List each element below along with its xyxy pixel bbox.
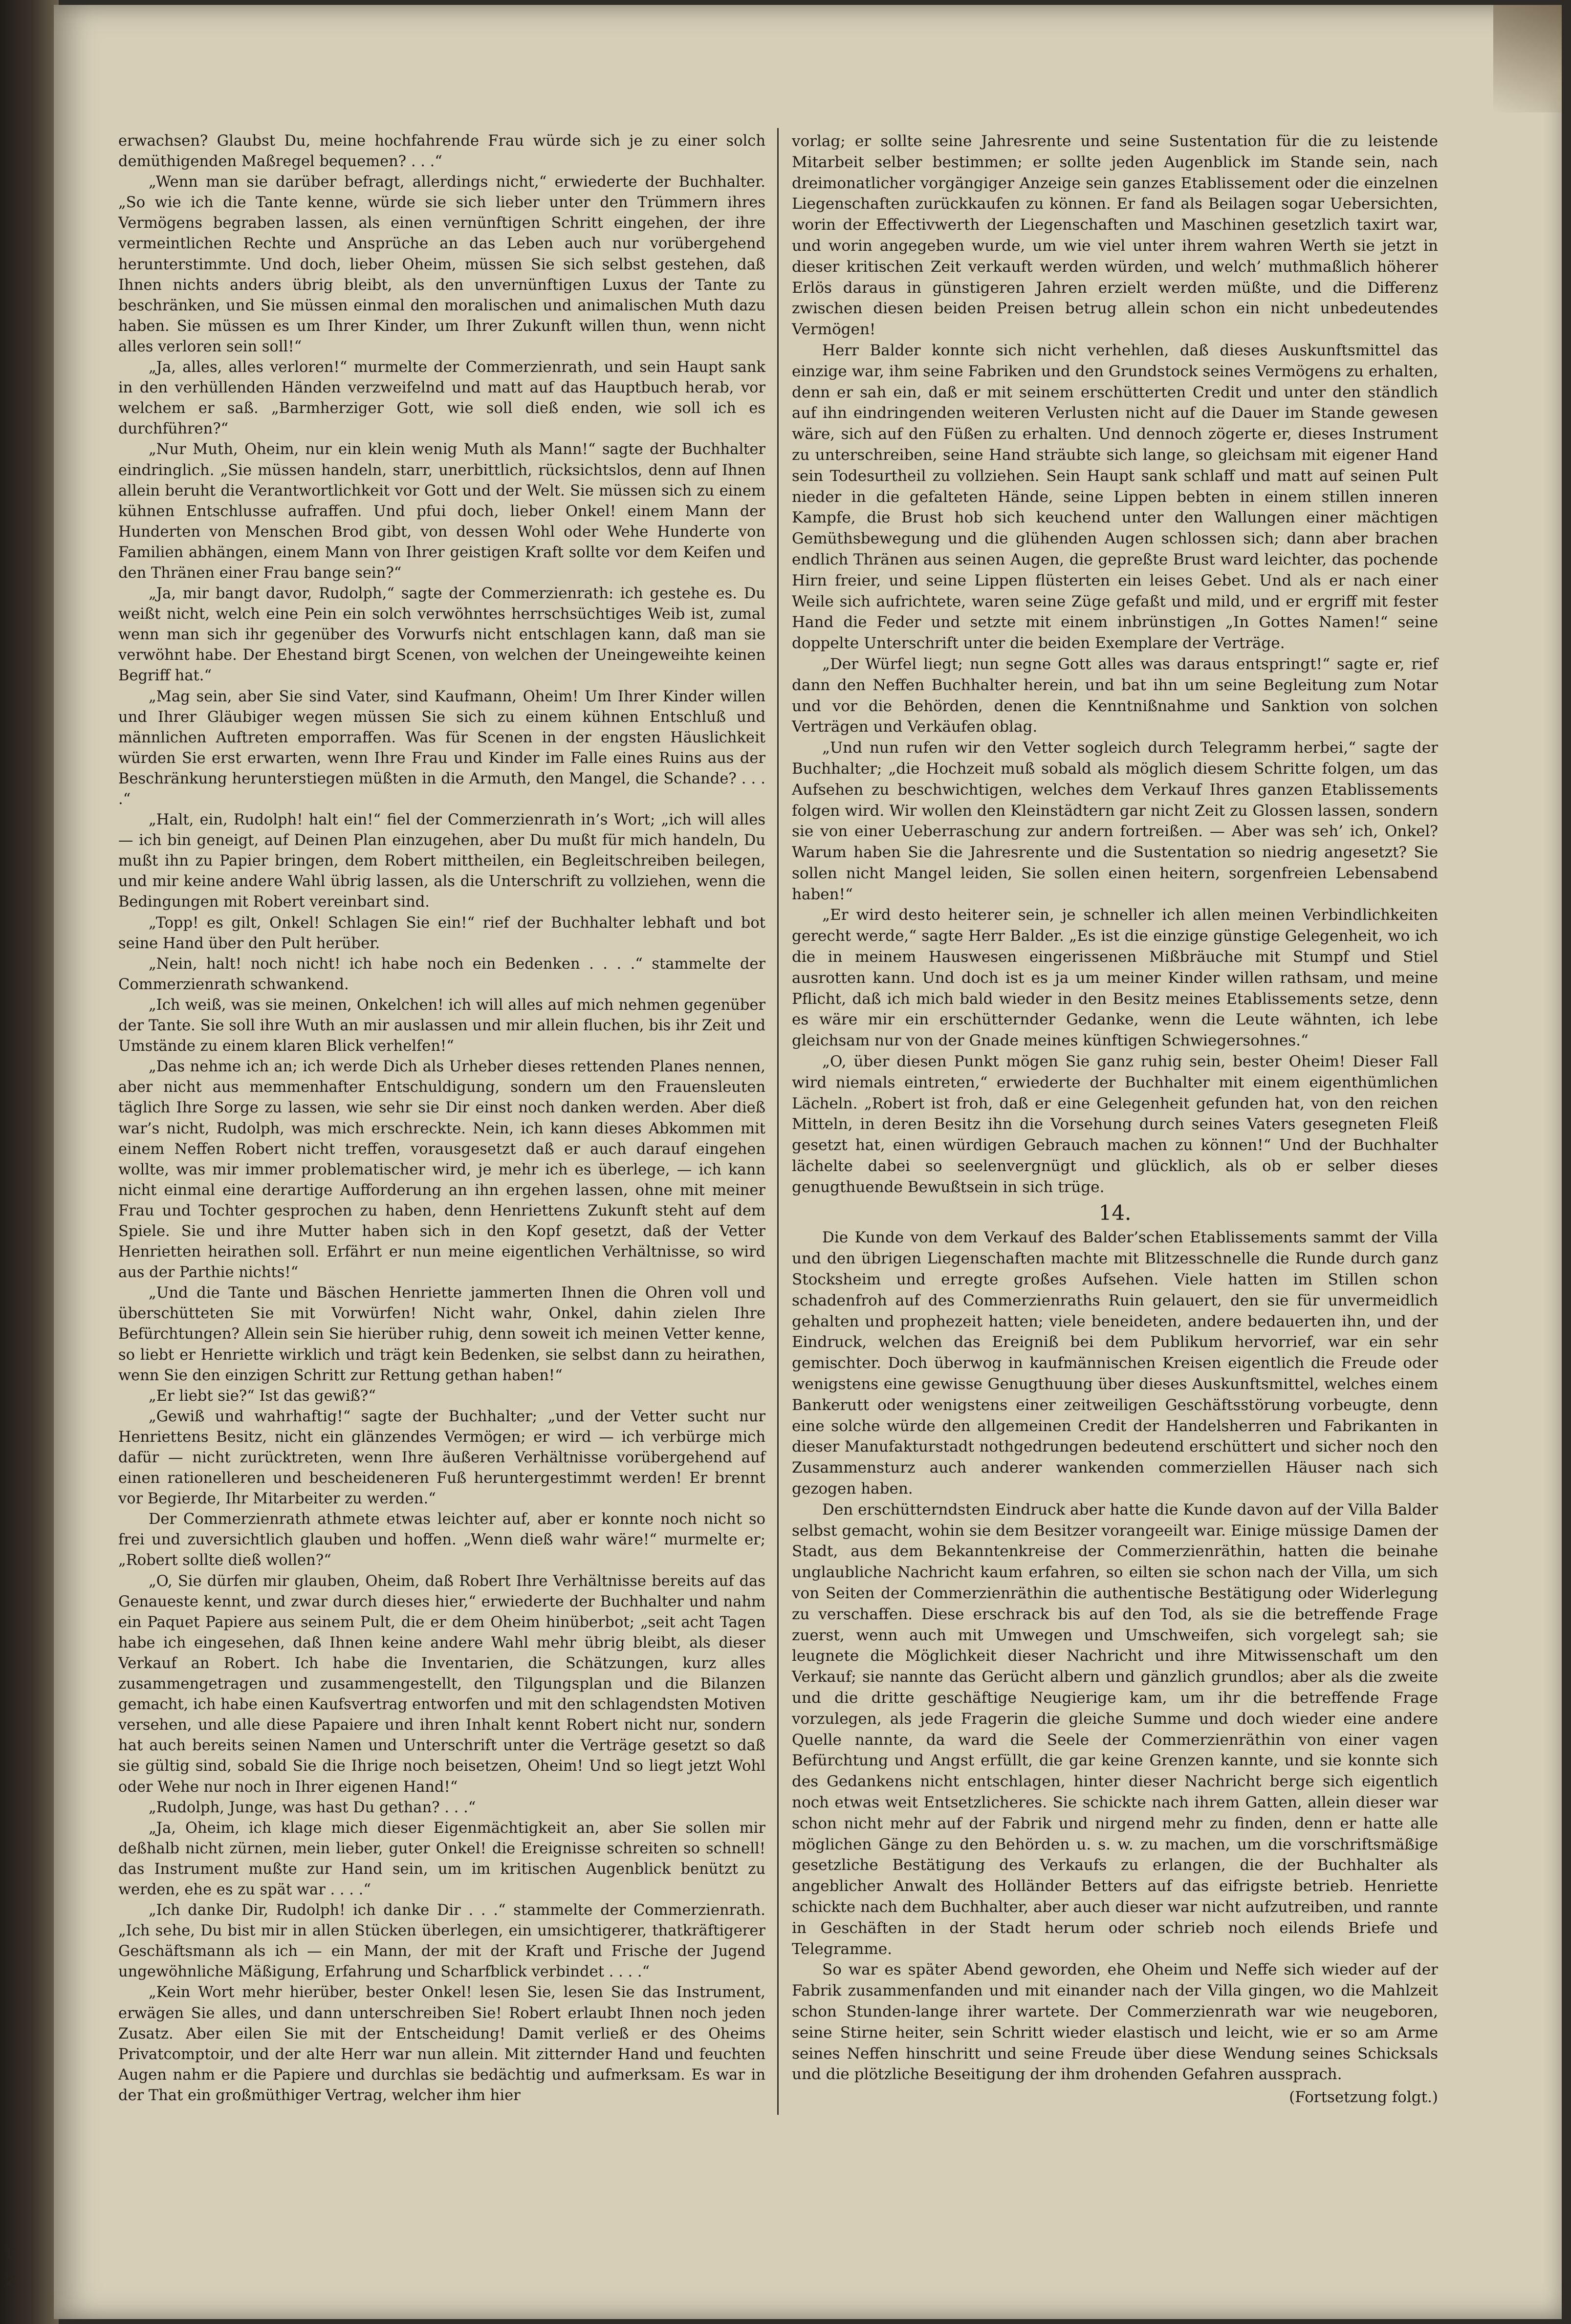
- paragraph: „Nein, halt! noch nicht! ich habe noch ein Bedenken . . . .“ stammelte der Commerzienrath schwankend.: [118, 955, 765, 993]
- paragraph: „Rudolph, Junge, was hast Du gethan? . . .“: [149, 1799, 476, 1816]
- paragraph: „Ich danke Dir, Rudolph! ich danke Dir . . .“ stammelte der Commerzienrath. „Ich sehe, Du bist mir in allen Stücken überlegen, ein umsichtigerer, thatkräftigerer Geschäftsmann als ich — ein Mann, der mit der Kraft und Frische der Jugend ungewöhnliche Mäßigung, Erfahrung und Scharfblick verbindet . . . .“: [118, 1902, 765, 1981]
- paragraph: „O, Sie dürfen mir glauben, Oheim, daß Robert Ihre Verhältnisse bereits auf das Genaueste kennt, und zwar durch dieses hier,“ erwiederte der Buchhalter und nahm ein Paquet Papiere aus seinem Pult, die er dem Oheim hinüberbot; „seit acht Tagen habe ich eingesehen, daß Ihnen keine andere Wahl mehr übrig bleibt, als dieser Verkauf an Robert. Ich habe die Inventarien, die Schätzungen, kurz alles zusammengetragen und zusammengestellt, den Tilgungsplan und die Bilanzen gemacht, ich habe einen Kaufsvertrag entworfen und mit den schlagendsten Motiven versehen, und alle diese Papaiere und ihren Inhalt kennt Robert nicht nur, sondern hat auch bereits seinen Namen und Unterschrift unter die Verträge gesetzt so daß sie gültig sind, sobald Sie die Ihrige noch beisetzen, Oheim! Und so liegt jetzt Wohl oder Wehe nur noch in Ihrer eigenen Hand!“: [118, 1572, 765, 1796]
- paragraph: vorlag; er sollte seine Jahresrente und seine Sustentation für die zu leistende Mitarbeit selber bestimmen; er sollte jeden Augenblick im Stande sein, nach dreimonatlicher vorgängiger Anzeige sein ganzes Etablissement oder die einzelnen Liegenschaften zurückkaufen zu können. Er fand als Beilagen sogar Uebersichten, worin der Effectivwerth der Liegenschaften und Maschinen gesetzlich taxirt war, und worin angegeben wurde, um wie viel unter ihrem wahren Werth sie jetzt in dieser kritischen Zeit verkauft werden würden, und welch’ muthmaßlich höherer Erlös daraus in günstigeren Jahren erzielt werden müßte, und die Differenz zwischen diesen beiden Preisen betrug allein schon ein nicht unbedeutendes Vermögen!: [792, 132, 1438, 339]
- paragraph: „Und die Tante und Bäschen Henriette jammerten Ihnen die Ohren voll und überschütteten Sie mit Vorwürfen! Nicht wahr, Onkel, dahin zielen Ihre Befürchtungen? Allein sein Sie hierüber ruhig, denn soweit ich meinen Vetter kenne, so liebt er Henriette wirklich und trägt kein Bedenken, sie selbst dann zu heirathen, wenn Sie den einzigen Schritt zur Rettung gethan haben!“: [118, 1284, 765, 1384]
- chapter-number: 14.: [1098, 1200, 1132, 1225]
- paragraph: Die Kunde von dem Verkauf des Balder’schen Etablissements sammt der Villa und den übrigen Liegenschaften machte mit Blitzesschnelle die Runde durch ganz Stocksheim und erregte großes Aufsehen. Viele hatten im Stillen schon schadenfroh auf des Commerzienraths Ruin gelauert, den sie für unvermeidlich gehalten und prophezeit hatten; viele beneideten, andere bedauerten ihn, und der Eindruck, welchen das Ereigniß bei dem Publikum hervorrief, war ein sehr gemischter. Doch überwog in kaufmännischen Kreisen eigentlich die Freude oder wenigstens eine gewisse Genugthuung über dieses Auskunftsmittel, welches einem Bankerutt oder wenigstens einer zeitweiligen Geschäftsstörung vorbeugte, denn eine solche würde den allgemeinen Credit der Handelsherren und Fabrikanten in dieser Manufakturstadt nothgedrungen bedeutend erschüttert und sicher noch den Zusammensturz auch anderer wankenden commerziellen Häuser nach sich gezogen haben.: [792, 1229, 1438, 1498]
- paragraph: Den erschütterndsten Eindruck aber hatte die Kunde davon auf der Villa Balder selbst gemacht, wohin sie dem Besitzer vorangeeilt war. Einige müssige Damen der Stadt, aus dem Bekanntenkreise der Commerzienräthin, hatten die beinahe unglaubliche Nachricht kaum erfahren, so eilten sie schon nach der Villa, um sich von Seiten der Commerzienräthin die authentische Bestätigung oder Widerlegung zu verschaffen. Diese erschrack bis auf den Tod, als sie die betreffende Frage zuerst, wenn auch mit Umwegen und Umschweifen, sich vorgelegt sah; sie leugnete die Möglichkeit dieser Nachricht und ihre Mitwissenschaft um den Verkauf; sie nannte das Gerücht albern und gänzlich grundlos; aber als die zweite und die dritte geschäftige Neugierige kam, um ihr die betreffende Frage vorzulegen, als jede Fragerin die gleiche Summe und doch wieder eine andere Quelle nannte, da ward die Seele der Commerzienräthin von einer vagen Befürchtung und Angst erfüllt, die gar keine Grenzen kannte, und sie konnte sich des Gedankens nicht entschlagen, hinter dieser Nachricht berge sich eigentlich noch etwas weit Entsetzlicheres. Sie schickte nach ihrem Gatten, allein dieser war schon nicht mehr auf der Fabrik und nirgend mehr zu finden, denn er hatte alle möglichen Gänge zu den Behörden u. s. w. zu machen, um die vorschriftsmäßige gesetzliche Bestätigung des Verkaufs zu erlangen, die der Buchhalter als angeblicher Anwalt des Holländer Betters auf das eifrigste betrieb. Henriette schickte nach dem Buchhalter, aber auch dieser war nicht aufzutreiben, und rannte in Geschäften in der Stadt herum oder schrieb noch eilends Briefe und Telegramme.: [792, 1500, 1438, 1958]
- paragraph: Herr Balder konnte sich nicht verhehlen, daß dieses Auskunftsmittel das einzige war, ihm seine Fabriken und den Grundstock seines Vermögens zu erhalten, denn er sah ein, daß er mit seinem erschütterten Credit und unter den ständlich auf ihn eindringenden weiteren Verlusten nicht auf die Dauer im Stande gewesen wäre, sich auf den Füßen zu erhalten. Und dennoch zögerte er, dieses Instrument zu unterschreiben, seine Hand sträubte sich lange, so gleichsam mit eigener Hand sein Todesurtheil zu vollziehen. Sein Haupt sank schlaff und matt auf seinen Pult nieder in die gefalteten Hände, seine Lippen bebten in einem stillen inneren Kampfe, die Brust hob sich keuchend unter den Wallungen einer mächtigen Gemüthsbewegung und die glühenden Augen schlossen sich; dann aber brachen endlich Thränen aus seinen Augen, die gepreßte Brust ward leichter, das pochende Hirn freier, und seine Lippen flüsterten ein leises Gebet. Und als er nach einer Weile sich aufrichtete, waren seine Züge gefaßt und mild, und er ergriff mit fester Hand die Feder und setzte mit einem inbrünstigen „In Gottes Namen!“ seine doppelte Unterschrift unter die beiden Exemplare der Verträge.: [792, 341, 1438, 652]
- paragraph: „Der Würfel liegt; nun segne Gott alles was daraus entspringt!“ sagte er, rief dann den Neffen Buchhalter herein, und bat ihn um seine Begleitung zum Notar und vor die Behörden, denen die Kenntnißnahme und Sanktion von solchen Verträgen und Verkäufen oblag.: [792, 655, 1438, 736]
- edge-mark-1: r: [6, 2240, 16, 2263]
- paragraph: „Nur Muth, Oheim, nur ein klein wenig Muth als Mann!“ sagte der Buchhalter eindringlich. „Sie müssen handeln, starr, unerbittlich, rücksichtslos, denn auf Ihnen allein beruht die Verantwortlichkeit vor Gott und der Welt. Sie müssen sich zu einem kühnen Entschlusse aufraffen. Und pfui doch, lieber Onkel! einem Mann der Hunderten von Menschen Brod gibt, von dessen Wohl oder Wehe Hunderte von Familien abhängen, einem Mann von Ihrer geistigen Kraft sollte vor dem Keifen und den Thränen einer Frau bange sein?“: [118, 441, 765, 582]
- paragraph: „Wenn man sie darüber befragt, allerdings nicht,“ erwiederte der Buchhalter. „So wie ich die Tante kenne, würde sie sich lieber unter den Trümmern ihres Vermögens begraben lassen, als einen vernünftigen Schritt eingehen, der ihre vermeintlichen Rechte und Ansprüche an das Leben auch nur vorübergehend herunterstimmte. Und doch, lieber Oheim, müssen Sie sich selbst gestehen, daß Ihnen nichts anders übrig bleibt, als den unvernünftigen Luxus der Tante zu beschränken, und Sie müssen einmal den moralischen und animalischen Muth dazu haben. Sie müssen es um Ihrer Kinder, um Ihrer Zukunft willen thun, wenn nicht alles verloren sein soll!“: [118, 174, 765, 355]
- edge-mark-2: z: [6, 2268, 17, 2290]
- paragraph: „Topp! es gilt, Onkel! Schlagen Sie ein!“ rief der Buchhalter lebhaft und bot seine Hand über den Pult herüber.: [118, 914, 765, 952]
- book-spine: [0, 0, 59, 2324]
- paragraph: So war es später Abend geworden, ehe Oheim und Neffe sich wieder auf der Fabrik zusammenfanden und mit einander nach der Villa gingen, wo die Mahlzeit schon Stunden-lange ihrer wartete. Der Commerzienrath war wie neugeboren, seine Stirne heiter, sein Schritt wieder elastisch und leicht, wie er so am Arme seines Neffen hinschritt und seine Freude über diese Wendung seines Schicksals und die plötzliche Beseitigung der ihm drohenden Gefahren aussprach.: [792, 1961, 1438, 2084]
- column-divider: [777, 128, 779, 2115]
- paragraph: „O, über diesen Punkt mögen Sie ganz ruhig sein, bester Oheim! Dieser Fall wird niemals eintreten,“ erwiederte der Buchhalter mit einem eigenthümlichen Lächeln. „Robert ist froh, daß er eine Gelegenheit gefunden hat, von den reichen Mitteln, in deren Besitz ihn die Vorsehung durch seines Vaters gesegneten Fleiß gesetzt hat, einen würdigen Gebrauch machen zu können!“ Und der Buchhalter lächelte dabei so seelenvergnügt und glücklich, als ob er selber dieses genugthuende Bewußtsein in sich trüge.: [792, 1053, 1438, 1196]
- paragraph: „Halt, ein, Rudolph! halt ein!“ fiel der Commerzienrath in’s Wort; „ich will alles — ich bin geneigt, auf Deinen Plan einzugehen, aber Du mußt für mich handeln, Du mußt ihn zu Papier bringen, dem Robert mittheilen, ein Begleitschreiben beilegen, und mir keine andere Wahl übrig lassen, als die Unterschrift zu vollziehen, wenn die Bedingungen mit Robert vereinbart sind.: [118, 811, 765, 911]
- paragraph: „Ja, alles, alles verloren!“ murmelte der Commerzienrath, und sein Haupt sank in den verhüllenden Händen verzweifelnd und matt auf das Hauptbuch herab, vor welchem er saß. „Barmherziger Gott, wie soll dieß enden, wie soll ich es durchführen?“: [118, 359, 765, 438]
- paragraph: „Mag sein, aber Sie sind Vater, sind Kaufmann, Oheim! Um Ihrer Kinder willen und Ihrer Gläubiger wegen müssen Sie sich zu einem kühnen Entschluß und männlichen Auftreten emporraffen. Was für Scenen in der engsten Häuslichkeit würden Sie erst erwarten, wenn Ihre Frau und Kinder im Falle eines Ruins aus der Beschränkung herunterstiegen müßten in die Armuth, den Mangel, die Schande? . . . .“: [118, 688, 765, 808]
- paragraph: Der Commerzienrath athmete etwas leichter auf, aber er konnte noch nicht so frei und zuversichtlich glauben und hoffen. „Wenn dieß wahr wäre!“ murmelte er; „Robert sollte dieß wollen?“: [118, 1511, 765, 1569]
- paragraph: „Gewiß und wahrhaftig!“ sagte der Buchhalter; „und der Vetter sucht nur Henriettens Besitz, nicht ein glänzendes Vermögen; er wird — ich verbürge mich dafür — nicht zurücktreten, wenn Ihre äußeren Verhältnisse vorübergehend auf einen rationelleren und bescheideneren Fuß heruntergestimmt werden! Er brennt vor Begierde, Ihr Mitarbeiter zu werden.“: [118, 1408, 765, 1508]
- paragraph: „Ja, Oheim, ich klage mich dieser Eigenmächtigkeit an, aber Sie sollen mir deßhalb nicht zürnen, mein lieber, guter Onkel! die Ereignisse schreiten so schnell! das Instrument mußte zur Hand sein, um im kritischen Augenblick benützt zu werden, ehe es zu spät war . . . .“: [118, 1819, 765, 1898]
- paragraph: erwachsen? Glaubst Du, meine hochfahrende Frau würde sich je zu einer solch demüthigenden Maßregel bequemen? . . .“: [118, 132, 765, 171]
- left-column: [118, 131, 765, 2106]
- paragraph: „Er liebt sie?“ Ist das gewiß?“: [149, 1387, 376, 1405]
- paragraph: „Ich weiß, was sie meinen, Onkelchen! ich will alles auf mich nehmen gegenüber der Tante. Sie soll ihre Wuth an mir auslassen und mir allein fluchen, bis ihr Zeit und Umstände zu einem klaren Blick verhelfen!“: [118, 996, 765, 1055]
- continuation-note: (Fortsetzung folgt.): [1289, 2088, 1438, 2107]
- paragraph: „Ja, mir bangt davor, Rudolph,“ sagte der Commerzienrath: ich gestehe es. Du weißt nicht, welch eine Pein ein solch verwöhntes herrschsüchtiges Weib ist, zumal wenn man sich ihr gegenüber des Vorwurfs nicht entschlagen kann, daß man sie verwöhnt habe. Der Ehestand birgt Scenen, von welchen der Uneingeweihte keinen Begriff hat.“: [118, 585, 765, 685]
- paragraph: „Kein Wort mehr hierüber, bester Onkel! lesen Sie, lesen Sie das Instrument, erwägen Sie alles, und dann unterschreiben Sie! Robert erlaubt Ihnen noch jeden Zusatz. Aber eilen Sie mit der Entscheidung! Damit verließ er des Oheims Privatcomptoir, und der alte Herr war nun allein. Mit zitternder Hand und feuchten Augen nahm er die Papiere und durchlas sie bedächtig und aufmerksam. Es war in der That ein großmüthiger Vertrag, welcher ihm hier: [118, 1984, 765, 2104]
- right-column: [792, 131, 1438, 2108]
- paragraph: „Das nehme ich an; ich werde Dich als Urheber dieses rettenden Planes nennen, aber nicht aus memmenhafter Entschuldigung, sondern um den Frauensleuten täglich Ihre Sorge zu lassen, wie sehr sie Dir einst noch danken werden. Aber dieß war’s nicht, Rudolph, was mich erschreckte. Nein, ich kann dieses Abkommen mit einem Neffen Robert nicht treffen, vorausgesetzt daß er auch darauf eingehen wollte, was mir immer problematischer wird, je mehr ich es überlege, — ich kann nicht einmal eine derartige Aufforderung an ihn ergehen lassen, ohne mit meiner Frau und Tochter gesprochen zu haben, denn Henriettens Zukunft steht auf dem Spiele. Sie und ihre Mutter haben sich in den Kopf gesetzt, daß der Vetter Henrietten heirathen soll. Erfährt er nun meine eigentlichen Verhältnisse, so wird aus der Parthie nichts!“: [118, 1058, 765, 1281]
- paragraph: „Und nun rufen wir den Vetter sogleich durch Telegramm herbei,“ sagte der Buchhalter; „die Hochzeit muß sobald als möglich diesem Schritte folgen, um das Aufsehen zu beschwichtigen, welches dem Verkauf Ihres ganzen Etablissements folgen wird. Wir wollen den Kleinstädtern gar nicht Zeit zu Glossen lassen, sondern sie von einer Ueberraschung zur andern fortreißen. — Aber was seh’ ich, Onkel? Warum haben Sie die Jahresrente und die Sustentation so niedrig angesetzt? Sie sollen nicht Mangel leiden, Sie sollen einen heitern, sorgenfreien Lebensabend haben!“: [792, 739, 1438, 903]
- worn-corner: [1493, 5, 1562, 112]
- paragraph: „Er wird desto heiterer sein, je schneller ich allen meinen Verbindlichkeiten gerecht werde,“ sagte Herr Balder. „Es ist die einzige günstige Gelegenheit, wo ich die in meinem Hauswesen eingerissenen Mißbräuche mit Stumpf und Stiel ausrotten kann. Und doch ist es ja um meiner Kinder willen rathsam, und meine Pflicht, daß ich mich bald wieder in den Besitz meines Etablissements setze, denn es wäre mir ein erschütternder Gedanke, wenn die Leute wähnten, ich lebe gleichsam nur von der Gnade meines künftigen Schwiegersohnes.“: [792, 906, 1438, 1050]
